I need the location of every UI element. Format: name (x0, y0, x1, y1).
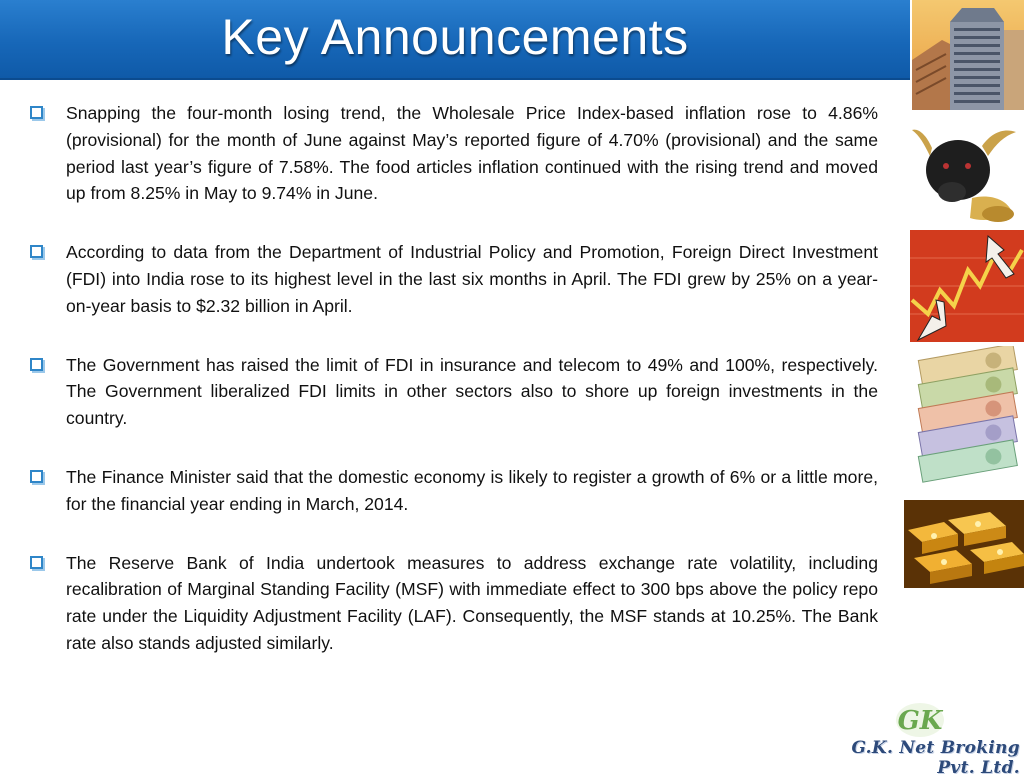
square-bullet-icon (30, 470, 43, 483)
bullet-item (30, 239, 878, 319)
bullet-text: The Government has raised the limit of FDI in insurance and telecom to 49% and 100%, respectively. The Government liberalized FDI limits in other sectors also to shore up foreign investments in the country. (66, 354, 878, 429)
gold-bars-image (904, 500, 1024, 588)
bullet-item (30, 464, 878, 518)
bullet-text: According to data from the Department of Industrial Policy and Promotion, Foreign Direct Investment (FDI) into India rose to its highest level in the last six months in April. The FDI grew by 25% on a year-on-year basis to $2.32 billion in April. (66, 242, 878, 316)
square-bullet-icon (30, 245, 43, 258)
title-bar (0, 0, 910, 80)
bullet-list (30, 100, 878, 689)
bullet-item (30, 352, 878, 432)
bullet-text: The Reserve Bank of India undertook measures to address exchange rate volatility, including recalibration of Marginal Standing Facility (MSF) with immediate effect to 300 bps above the policy repo rate under the Liquidity Adjustment Facility (LAF). Consequently, the MSF stands at 10.25%. The Bank rate also stands adjusted similarly. (66, 552, 878, 653)
bullet-text: Snapping the four-month losing trend, the Wholesale Price Index-based inflation rose to 4.86% (provisional) for the month of June against May’s reported figure of 4.70% (provisional) and the same period last year’s figure of 7.58%. The food articles inflation continued with the rising trend and moved up from 8.25% in May to 9.74% in June. (66, 103, 878, 204)
side-image-strip (910, 0, 1024, 600)
bullet-item (30, 100, 878, 207)
bullet-item (30, 550, 878, 657)
building-image (912, 0, 1024, 110)
stock-chart-image (910, 230, 1024, 342)
bullet-text: The Finance Minister said that the domestic economy is likely to register a growth of 6% or a little more, for the financial year ending in March, 2014. (66, 466, 878, 514)
company-name: G.K. Net Broking Pvt. Ltd. (851, 738, 1020, 778)
slide-title: Key Announcements (221, 9, 689, 65)
company-logo (820, 700, 1024, 778)
square-bullet-icon (30, 106, 43, 119)
currency-notes-image (914, 346, 1022, 488)
bull-image (912, 118, 1024, 224)
square-bullet-icon (30, 556, 43, 569)
square-bullet-icon (30, 358, 43, 371)
gk-logo-mark (892, 700, 948, 740)
logo-mark-text: GK (897, 706, 943, 736)
